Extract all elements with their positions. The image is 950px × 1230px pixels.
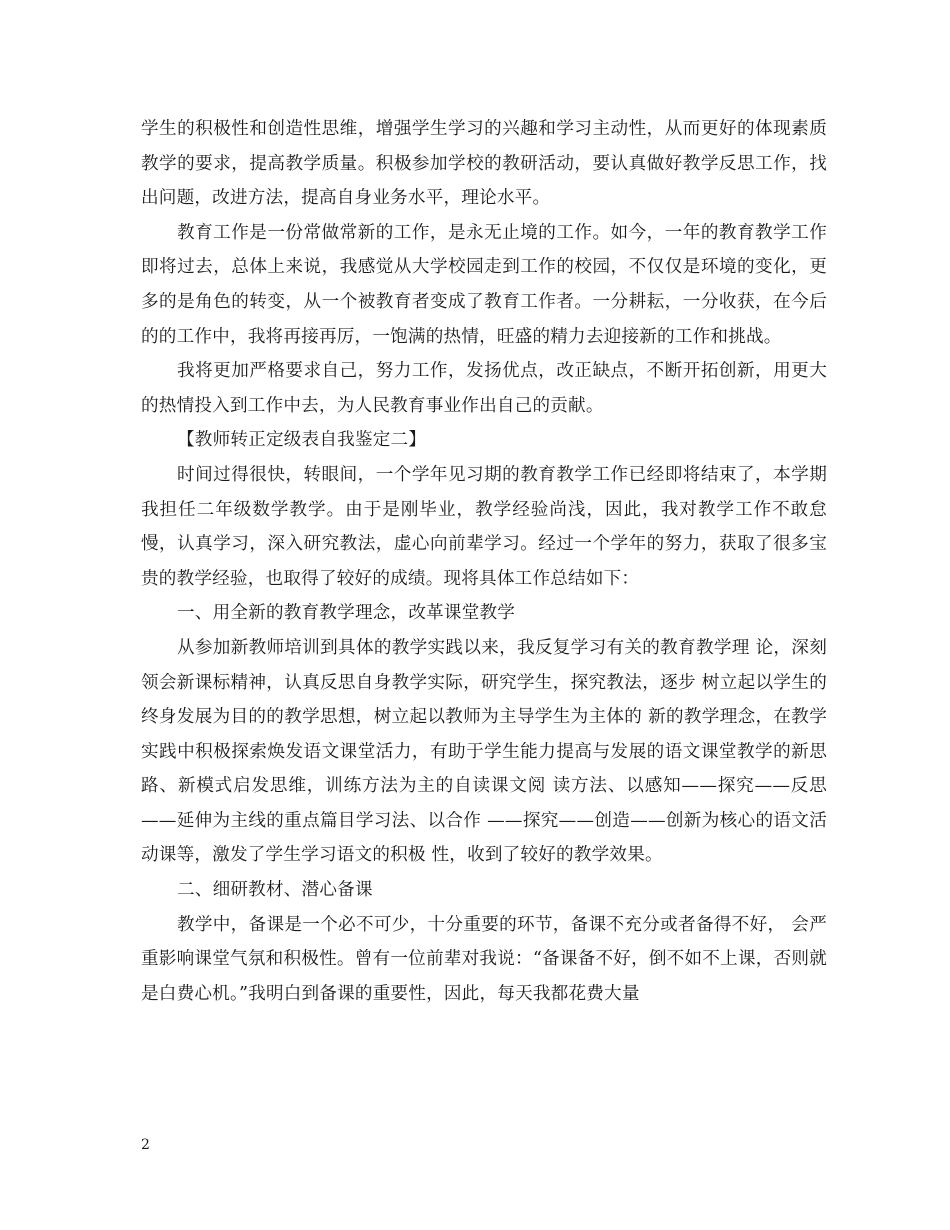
paragraph-3: 我将更加严格要求自己，努力工作，发扬优点，改正缺点，不断开拓创新，用更大的热情投入到工作中去，为人民教育事业作出自己的贡献。 (141, 361, 827, 416)
paragraph-6: 教学中，备课是一个必不可少，十分重要的环节，备课不充分或者备得不好， 会严重影响课堂气氛和积极性。曾有一位前辈对我说：“备课备不好，倒不如不上课，否则就是白费心机。”我明白到备课的重要性，因此，每天我都花费大量 (141, 914, 827, 1004)
paragraph-1: 学生的积极性和创造性思维，增强学生学习的兴趣和学习主动性，从而更好的体现素质教学的要求，提高教学质量。积极参加学校的教研活动，要认真做好教学反思工作，找出问题，改进方法，提高自身业务水平，理论水平。 (141, 119, 827, 209)
document-body (141, 112, 827, 1011)
subheading-1: 一、用全新的教育教学理念，改革课堂教学 (177, 603, 516, 624)
section-heading-2: 【教师转正定级表自我鉴定二】 (177, 430, 427, 451)
subheading-2: 二、细研教材、潜心备课 (177, 880, 373, 901)
paragraph-4: 时间过得很快，转眼间，一个学年见习期的教育教学工作已经即将结束了，本学期我担任二年级数学教学。由于是刚毕业，教学经验尚浅，因此，我对教学工作不敢怠慢，认真学习，深入研究教法，虚心向前辈学习。经过一个学年的努力，获取了很多宝贵的教学经验，也取得了较好的成绩。现将具体工作总结如下： (141, 464, 827, 589)
page-number: 2 (141, 1137, 150, 1153)
paragraph-5: 从参加新教师培训到具体的教学实践以来，我反复学习有关的教育教学理 论，深刻领会新课标精神，认真反思自身教学实际，研究学生，探究教法，逐步 树立起以学生的终身发展为目的的教学思想，树立起以教师为主导学生为主体的 新的教学理念，在教学实践中积极探索焕发语文课堂活力，有助于学生能力提高与发展的语文课堂教学的新思路、新模式启发思维，训练方法为主的自读课文阅 读方法、以感知——探究——反思——延伸为主线的重点篇目学习法、以合作 ——探究——创造——创新为核心的语文活动课等，激发了学生学习语文的积极 性，收到了较好的教学效果。 (141, 637, 827, 866)
paragraph-2: 教育工作是一份常做常新的工作，是永无止境的工作。如今，一年的教育教学工作即将过去，总体上来说，我感觉从大学校园走到工作的校园，不仅仅是环境的变化，更多的是角色的转变，从一个被教育者变成了教育工作者。一分耕耘，一分收获，在今后的的工作中，我将再接再厉，一饱满的热情，旺盛的精力去迎接新的工作和挑战。 (141, 222, 827, 347)
